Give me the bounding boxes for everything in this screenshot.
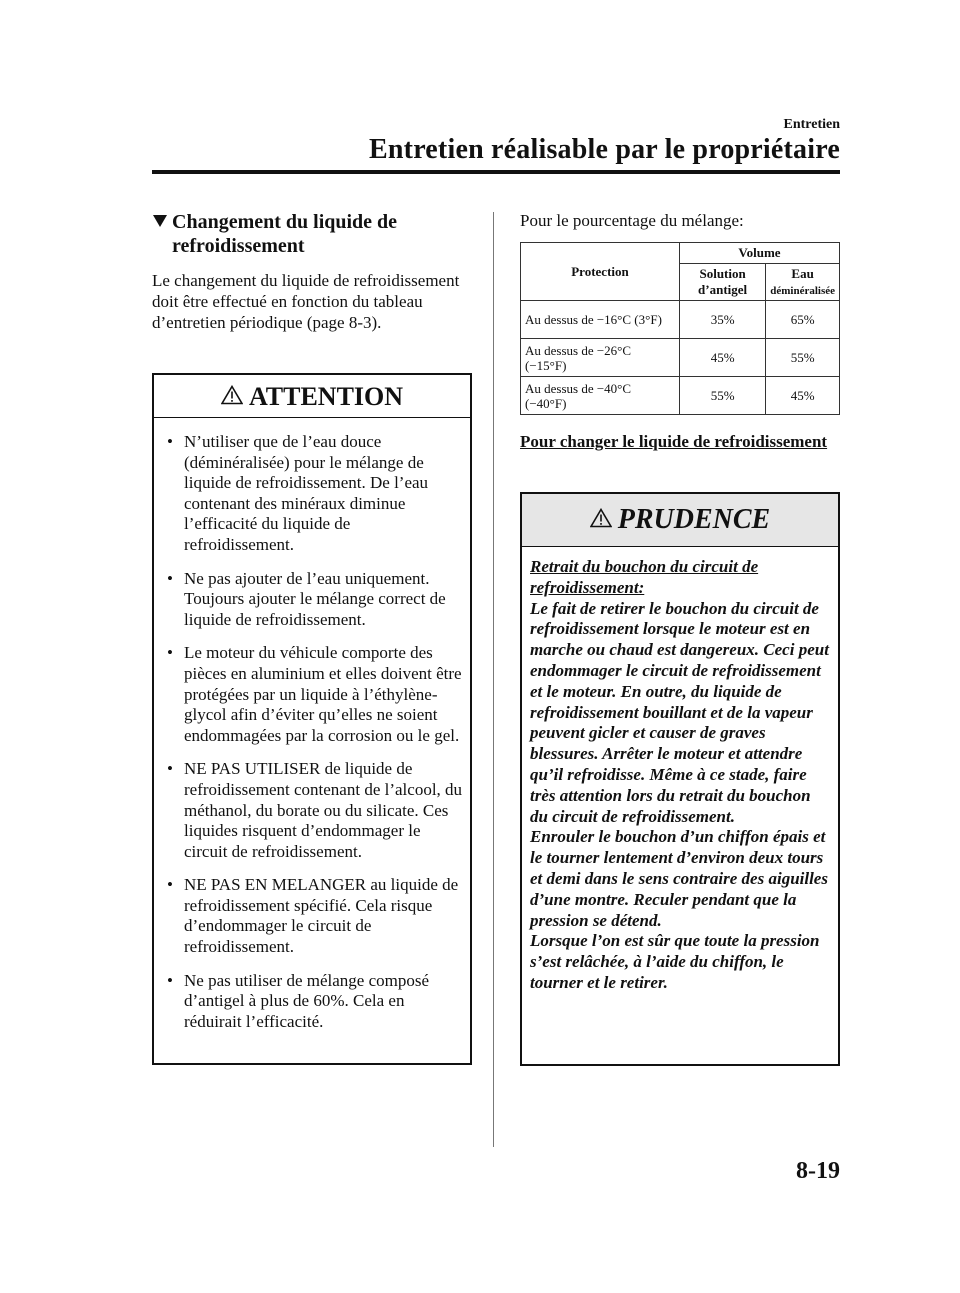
header-rule xyxy=(152,170,840,174)
prudence-box xyxy=(520,492,840,1066)
mix-title: Pour le pourcentage du mélange: xyxy=(520,211,744,230)
table-row: Au dessus de −16°C (3°F) 35% 65% xyxy=(521,301,840,339)
sub-heading: Pour changer le liquide de refroidissement xyxy=(520,432,828,451)
prudence-header xyxy=(522,494,838,547)
attention-list xyxy=(154,432,470,1032)
list-item: • Ne pas ajouter de l’eau uniquement. Toujours ajouter le mélange correct de liquide de refroidissement. xyxy=(167,568,446,629)
column-divider xyxy=(493,212,494,1147)
prudence-underlined: Retrait du bouchon du circuit de refroidissement: xyxy=(530,557,759,597)
prudence-text-1: Le fait de retirer le bouchon du circuit de refroidissement lorsque le moteur est en marche ou chaud est dangereux. Ceci peut endommager le circuit de refroidissement et le moteur. En outre, du liquide de refroidissement bouillant et de la vapeur peuvent gicler et causer de graves blessures. Arrêter le moteur et attendre qu’il refroidisse. Même à ce stade, faire très attention lors du retrait du bouchon du circuit de refroidissement. xyxy=(530,598,829,826)
warning-triangle-icon xyxy=(221,382,243,412)
attention-title: ATTENTION xyxy=(248,382,404,411)
page-number: 8-19 xyxy=(796,1158,840,1184)
attention-box xyxy=(152,373,472,1065)
col-solution: Solution d’antigel xyxy=(680,264,766,301)
section-title-line1: Changement du liquide de xyxy=(172,211,398,233)
table-row: Au dessus de −26°C (−15°F) 45% 55% xyxy=(521,339,840,377)
section-title xyxy=(152,210,472,258)
down-triangle-icon xyxy=(152,210,172,258)
list-item: • N’utiliser que de l’eau douce (déminéralisée) pour le mélange de liquide de refroidissement. De l’eau contenant des minéraux diminue l’efficacité du liquide de refroidissement. xyxy=(167,432,429,554)
page-header-title: Entretien réalisable par le propriétaire xyxy=(369,134,840,165)
mix-table xyxy=(520,242,840,415)
prudence-title: PRUDENCE xyxy=(617,504,771,535)
col-volume: Volume xyxy=(680,243,840,264)
list-item: • Le moteur du véhicule comporte des pièces en aluminium et elles doivent être protégées par un liquide à l’éthylène-glycol afin d’éviter qu’elles ne soient endommagées par la corrosion ou le gel. xyxy=(167,643,462,745)
header-section: Entretien xyxy=(783,117,840,132)
attention-header xyxy=(154,375,470,418)
prudence-body xyxy=(522,547,838,994)
section-title-line2: refroidissement xyxy=(172,235,305,257)
warning-triangle-icon xyxy=(590,504,612,536)
prudence-text-2: Enrouler le bouchon d’un chiffon épais et le tourner lentement d’environ deux tours et demi dans le sens contraire des aiguilles d’une montre. Reculer pendant que la pression se détend. xyxy=(530,827,828,930)
list-item: • NE PAS UTILISER de liquide de refroidissement contenant de l’alcool, du méthanol, du borate ou du silicate. Ces liquides risquent d’endommager le circuit de refroidissement. xyxy=(167,759,463,861)
left-column xyxy=(152,210,472,333)
list-item: • NE PAS EN MELANGER au liquide de refroidissement spécifié. Cela risque d’endommager le circuit de refroidissement. xyxy=(167,875,459,957)
prudence-text-3: Lorsque l’on est sûr que toute la pression s’est relâchée, à l’aide du chiffon, le tourner et le retirer. xyxy=(530,931,820,992)
table-row: Au dessus de −40°C (−40°F) 55% 45% xyxy=(521,377,840,415)
list-item: • Ne pas utiliser de mélange composé d’antigel à plus de 60%. Cela en réduirait l’efficacité. xyxy=(167,970,430,1031)
intro-paragraph: Le changement du liquide de refroidissement doit être effectué en fonction du tableau d’entretien périodique (page 8-3). xyxy=(152,271,460,332)
col-protection: Protection xyxy=(521,243,680,301)
right-column xyxy=(520,210,840,231)
col-eau: Eau déminéralisée xyxy=(766,264,840,301)
